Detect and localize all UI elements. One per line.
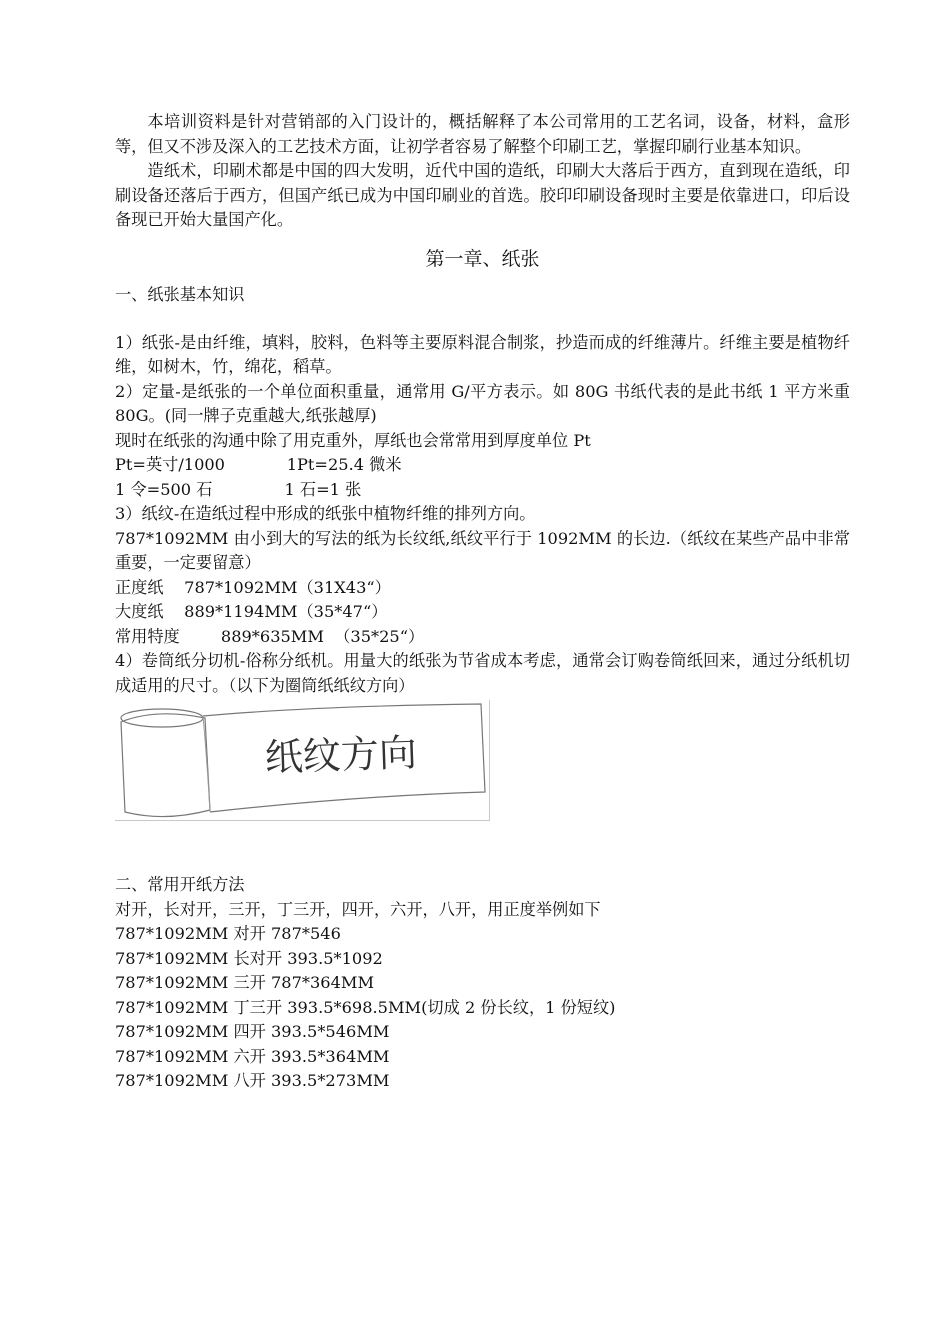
paper-roll-illustration: [115, 700, 489, 820]
size-special: 常用特度 889*635MM （35*25“）: [115, 626, 425, 646]
size-large: 大度纸 889*1194MM（35*47“）: [115, 602, 388, 621]
intro-paragraph-1: 本培训资料是针对营销部的入门设计的，概括解释了本公司常用的工艺名词，设备，材料，盒形等，但又不涉及深入的工艺技术方面，让初学者容易了解整个印刷工艺，掌握印刷行业基本知识。: [115, 112, 850, 156]
item-2-basis-weight: 2）定量-是纸张的一个单位面积重量，通常用 G/平方表示。如 80G 书纸代表的是此书纸 1 平方米重 80G。(同一牌子克重越大,纸张越厚): [115, 381, 850, 425]
section-2-title: 二、常用开纸方法: [115, 875, 245, 894]
intro-paragraph-2: 造纸术，印刷术都是中国的四大发明，近代中国的造纸，印刷大大落后于西方，直到现在造纸，印刷设备还落后于西方，但国产纸已成为中国印刷业的首选。胶印印刷设备现时主要是依靠进口，印后设备现已开始大量国产化。: [115, 161, 850, 229]
item-3-grain: 3）纸纹-在造纸过程中形成的纸张中植物纤维的排列方向。: [115, 504, 536, 523]
figure-label: 纸纹方向: [264, 730, 418, 780]
size-standard: 正度纸 787*1092MM（31X43“）: [115, 577, 391, 597]
section-1-title: 一、纸张基本知识: [115, 284, 245, 304]
line-ream: 1 令=500 石 1 石=1 张: [115, 479, 362, 499]
line-thickness: 现时在纸张的沟通中除了用克重外，厚纸也会常常用到厚度单位 Pt: [115, 430, 591, 450]
cut-line: 787*1092MM 丁三开 393.5*698.5MM(切成 2 份长纹，1 份短纹): [115, 997, 616, 1017]
chapter-title: 第一章、纸张: [425, 247, 540, 270]
item-4-slitter: 4）卷筒纸分切机-俗称分纸机。用量大的纸张为节省成本考虑，通常会订购卷筒纸回来，通过分纸机切成适用的尺寸。（以下为圈筒纸纸纹方向）: [115, 651, 850, 695]
line-pt: Pt=英寸/1000 1Pt=25.4 微米: [115, 455, 402, 474]
cut-line: 787*1092MM 对开 787*546: [115, 924, 341, 943]
cut-line: 787*1092MM 三开 787*364MM: [115, 973, 375, 992]
document-page: [115, 110, 850, 1094]
paper-roll-figure: [115, 700, 490, 821]
cut-line: 787*1092MM 八开 393.5*273MM: [115, 1071, 390, 1090]
line-grain: 787*1092MM 由小到大的写法的纸为长纹纸,纸纹平行于 1092MM 的长边.（纸纹在某些产品中非常重要，一定要留意）: [115, 528, 850, 572]
cut-line: 787*1092MM 六开 393.5*364MM: [115, 1046, 390, 1066]
item-1-paper: 1）纸张-是由纤维，填料，胶料，色料等主要原料混合制浆，抄造而成的纤维薄片。纤维主要是植物纤维，如树木，竹，绵花，稻草。: [115, 332, 850, 376]
cut-line: 787*1092MM 四开 393.5*546MM: [115, 1022, 390, 1041]
section-2-intro: 对开，长对开，三开，丁三开，四开，六开，八开，用正度举例如下: [115, 899, 601, 919]
cut-line: 787*1092MM 长对开 393.5*1092: [115, 948, 383, 968]
